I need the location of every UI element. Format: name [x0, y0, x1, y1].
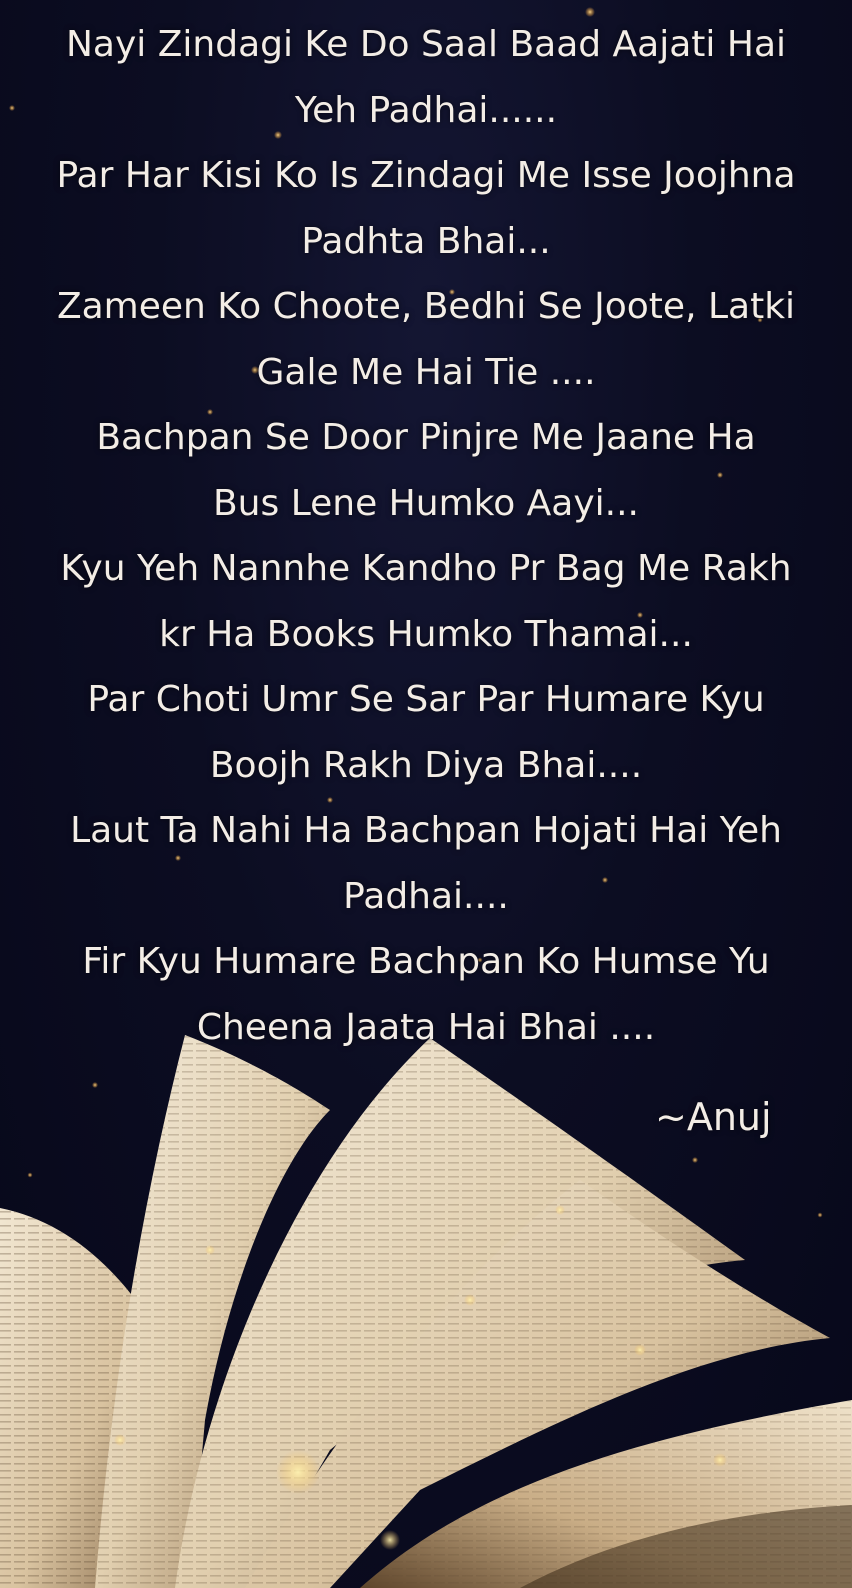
author-signature: ~Anuj [655, 1095, 772, 1139]
poem-line: Fir Kyu Humare Bachpan Ko Humse Yu [82, 941, 770, 982]
poem-line: Zameen Ko Choote, Bedhi Se Joote, Latki [56, 286, 796, 327]
poem-line: Gale Me Hai Tie .... [256, 351, 596, 393]
poem-line: Kyu Yeh Nannhe Kandho Pr Bag Me Rakh [60, 548, 792, 589]
poem-line: Nayi Zindagi Ke Do Saal Baad Aajati Hai [66, 24, 786, 65]
poem-line: Padhai.... [343, 875, 509, 917]
poem-line: Bus Lene Humko Aayi... [212, 482, 639, 524]
poem-line: Laut Ta Nahi Ha Bachpan Hojati Hai Yeh [70, 810, 782, 851]
poem-line: Par Choti Umr Se Sar Par Humare Kyu [87, 679, 765, 720]
poem-line: Cheena Jaata Hai Bhai .... [196, 1006, 656, 1048]
poem-line: Yeh Padhai...... [294, 89, 558, 131]
poem-line: Padhta Bhai... [301, 220, 551, 262]
poem-text [20, 12, 832, 1060]
poem-line: Par Har Kisi Ko Is Zindagi Me Isse Joojhna [56, 155, 796, 196]
poem-line: kr Ha Books Humko Thamai... [159, 613, 693, 655]
poem-line: Bachpan Se Door Pinjre Me Jaane Ha [96, 417, 756, 458]
poem-line: Boojh Rakh Diya Bhai.... [209, 744, 643, 786]
